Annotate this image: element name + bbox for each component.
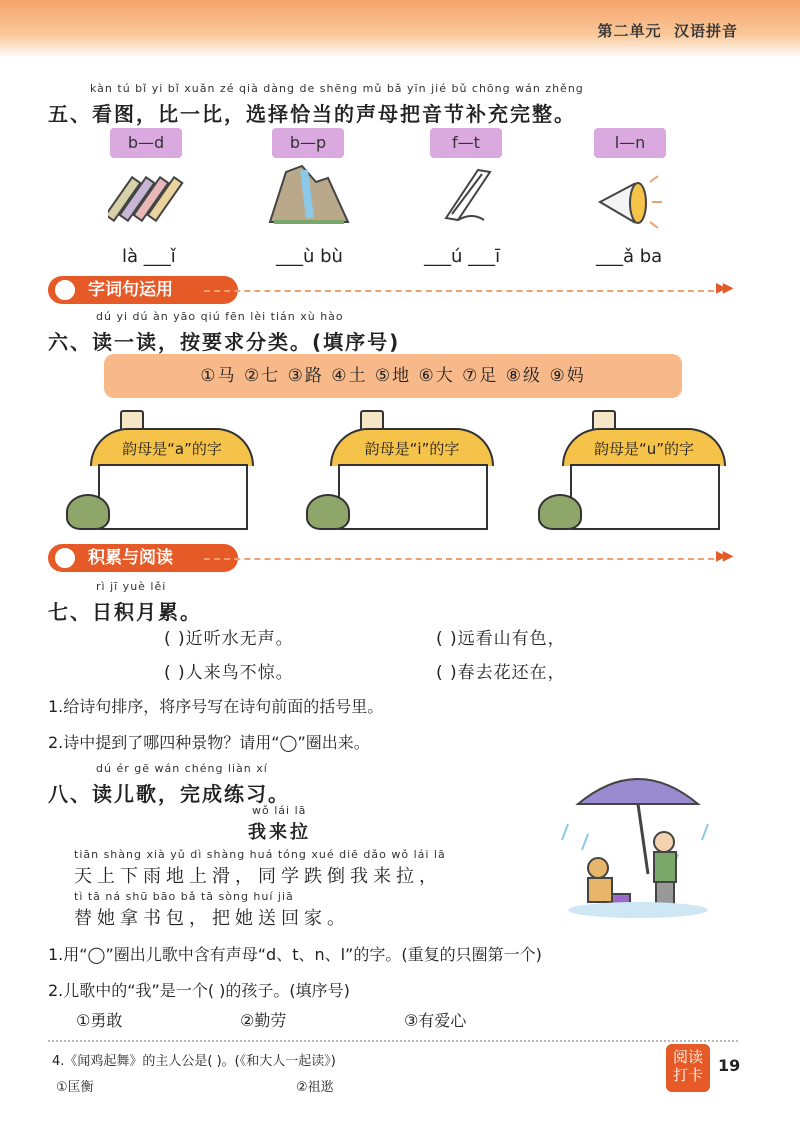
umbrella-kids-illustration: [548, 764, 728, 924]
section-pill-reading: 积累与阅读: [48, 544, 238, 572]
song-line-2: 替她拿书包，把她送回家。: [74, 908, 350, 929]
blank-2[interactable]: ___ù bù: [276, 246, 343, 267]
poem-line-1[interactable]: ( )近听水无声。: [164, 629, 294, 649]
footer-question: 4.《闻鸡起舞》的主人公是( )。(《和大人一起读》): [52, 1054, 336, 1069]
q7-pinyin: rì jī yuè lěi: [96, 580, 167, 593]
shrub-icon: [66, 494, 110, 530]
house-roof-a: 韵母是“a”的字: [90, 428, 254, 466]
section-pill-words: 字词句运用: [48, 276, 238, 304]
pair-tag-4: l—n: [594, 128, 666, 158]
house-box-i[interactable]: [338, 464, 488, 530]
poem-line-2[interactable]: ( )远看山有色，: [436, 629, 566, 649]
song-line2-pinyin: tì tā ná shū bāo bǎ tā sòng huí jiā: [74, 890, 294, 903]
song-title: 我来拉: [248, 822, 311, 843]
lightbulb-icon: [53, 278, 77, 302]
poem-line-4[interactable]: ( )春去花还在，: [436, 663, 566, 683]
song-title-pinyin: wǒ lái lā: [252, 804, 307, 817]
q8-pinyin: dú ér gē wán chéng liàn xí: [96, 762, 268, 775]
pair-tag-2: b—p: [272, 128, 344, 158]
q8-title: 八、读儿歌，完成练习。: [48, 782, 290, 806]
crayons-illustration: [108, 168, 188, 230]
house-roof-i: 韵母是“i”的字: [330, 428, 494, 466]
q8-sub1: 1.用“◯”圈出儿歌中含有声母“d、t、n、l”的字。(重复的只圈第一个): [48, 945, 542, 964]
pair-tag-1: b—d: [110, 128, 182, 158]
footer-option-2[interactable]: ②祖逖: [296, 1080, 334, 1095]
option-3[interactable]: ③有爱心: [404, 1011, 467, 1030]
q5-pinyin: kàn tú bǐ yi bǐ xuǎn zé qià dàng de shēng mǔ bǎ yīn jié bǔ chōng wán zhěng: [90, 82, 584, 95]
q7-sub1: 1.给诗句排序，将序号写在诗句前面的括号里。: [48, 697, 384, 716]
q6-title: 六、读一读，按要求分类。(填序号): [48, 330, 401, 354]
blank-3[interactable]: ___ú ___ī: [424, 246, 501, 267]
footer-option-1[interactable]: ①匡衡: [56, 1080, 94, 1095]
q8-sub2[interactable]: 2.儿歌中的“我”是一个( )的孩子。(填序号): [48, 981, 350, 1000]
song-line1-pinyin: tiān shàng xià yǔ dì shàng huá tóng xué diē dǎo wǒ lái lā: [74, 848, 446, 861]
arrows-icon: ▶▶: [716, 280, 730, 296]
character-list: ①马 ②七 ③路 ④土 ⑤地 ⑥大 ⑦足 ⑧级 ⑨妈: [104, 354, 682, 398]
q7-sub2: 2.诗中提到了哪四种景物？请用“◯”圈出来。: [48, 733, 370, 752]
house-box-u[interactable]: [570, 464, 720, 530]
option-1[interactable]: ①勇敢: [76, 1011, 123, 1030]
lightbulb-icon: [53, 546, 77, 570]
slide-illustration: [438, 162, 500, 224]
house-roof-u: 韵母是“u”的字: [562, 428, 726, 466]
shrub-icon: [538, 494, 582, 530]
shrub-icon: [306, 494, 350, 530]
waterfall-illustration: [268, 162, 350, 224]
footer-divider: [48, 1040, 738, 1042]
poem-line-3[interactable]: ( )人来鸟不惊。: [164, 663, 294, 683]
house-box-a[interactable]: [98, 464, 248, 530]
q7-title: 七、日积月累。: [48, 600, 202, 624]
arrows-icon: ▶▶: [716, 548, 730, 564]
blank-4[interactable]: ___ǎ ba: [596, 246, 663, 267]
reading-checkin-badge[interactable]: 阅读打卡: [666, 1044, 710, 1092]
unit-label: 第二单元 汉语拼音: [597, 22, 738, 40]
megaphone-illustration: [594, 172, 664, 232]
page-number: 19: [718, 1056, 741, 1075]
section-divider-2: [204, 558, 714, 560]
blank-1[interactable]: là ___ǐ: [122, 246, 176, 267]
option-2[interactable]: ②勤劳: [240, 1011, 287, 1030]
pair-tag-3: f—t: [430, 128, 502, 158]
song-line-1: 天上下雨地上滑，同学跌倒我来拉，: [74, 866, 442, 887]
q5-title: 五、看图，比一比，选择恰当的声母把音节补充完整。: [48, 102, 576, 126]
q6-pinyin: dú yi dú àn yāo qiú fēn lèi tián xù hào: [96, 310, 344, 323]
section-divider-1: [204, 290, 714, 292]
